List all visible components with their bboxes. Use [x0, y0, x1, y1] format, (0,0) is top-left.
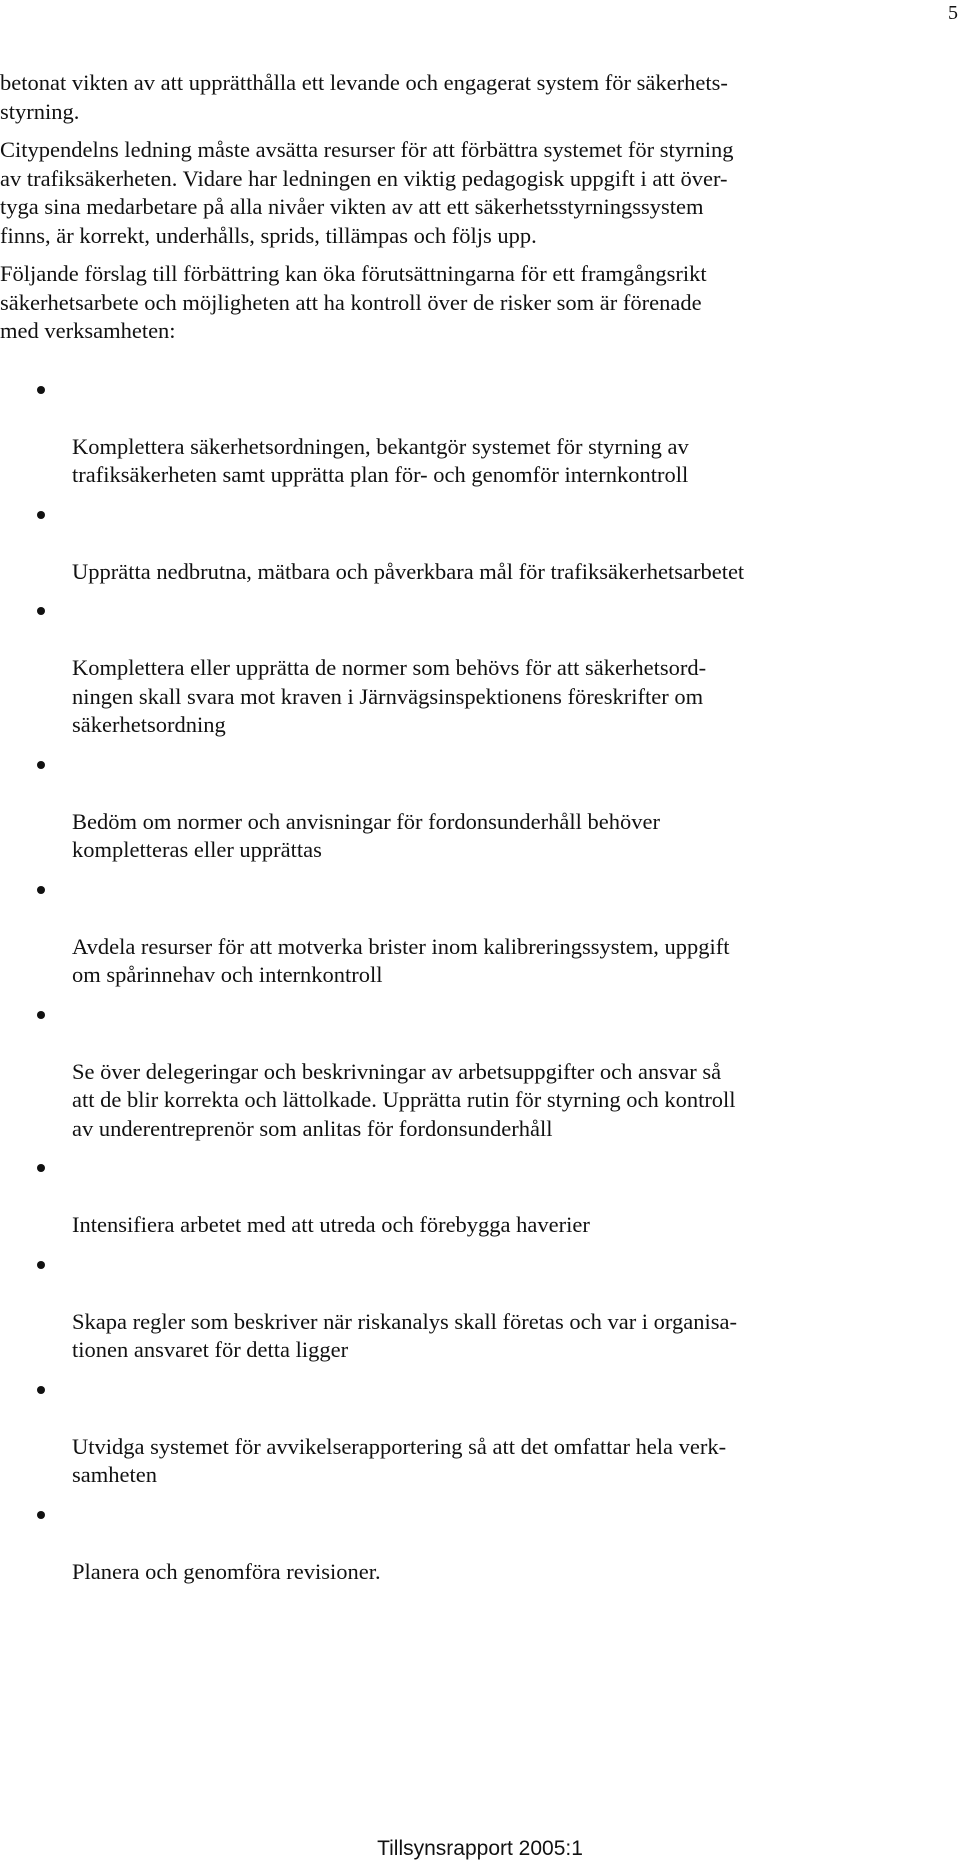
list-item [0, 1251, 940, 1365]
list-item [0, 376, 940, 490]
list-item-text: Avdela resurser för att motverka brister inom kalibreringssystem, uppgift om spårinnehav och internkontroll [72, 933, 730, 987]
list-item-text: Planera och genomföra revisioner. [72, 1558, 381, 1584]
bullet-icon [37, 1011, 45, 1019]
list-item [0, 876, 940, 990]
paragraph: Citypendelns ledning måste avsätta resurser för att förbättra systemet för styrning av trafiksäkerheten. Vidare har ledningen en viktig pedagogisk uppgift i att över- tyga sina medarbetare på alla nivåer vikten av att ett säkerhetsstyrningssystem finns, är korrekt, underhålls, sprids, tillämpas och följs upp. [0, 137, 734, 248]
list-item [0, 1154, 940, 1240]
list-item-text: Bedöm om normer och anvisningar för fordonsunderhåll behöver kompletteras eller upprättas [72, 808, 660, 862]
list-item-text: Komplettera eller upprätta de normer som behövs för att säkerhetsord- ningen skall svara mot kraven i Järnvägsinspektionens föreskrifter om säkerhetsordning [72, 655, 707, 737]
bullet-icon [37, 386, 45, 394]
bullet-icon [37, 761, 45, 769]
list-item [0, 751, 940, 865]
list-item [0, 597, 940, 740]
bullet-icon [37, 607, 45, 615]
list-item [0, 1376, 940, 1490]
bullet-icon [37, 1511, 45, 1519]
list-item-text: Se över delegeringar och beskrivningar av arbetsuppgifter och ansvar så att de blir korrekta och lättolkade. Upprätta rutin för styrning och kontroll av underentreprenör som anlitas för fordonsunderhåll [72, 1058, 736, 1141]
list-item-text: Skapa regler som beskriver när riskanalys skall företas och var i organisa- tionen ansvaret för detta ligger [72, 1308, 737, 1362]
paragraph: betonat vikten av att upprätthålla ett levande och engagerat system för säkerhets- styrning. [0, 70, 728, 124]
list-item [0, 501, 940, 587]
list-item-text: Utvidga systemet för avvikelserapportering så att det omfattar hela verk- samheten [72, 1433, 727, 1487]
bullet-icon [37, 1386, 45, 1394]
page-footer: Tillsynsrapport 2005:1 [377, 1837, 583, 1860]
list-item-text: Komplettera säkerhetsordningen, bekantgör systemet för styrning av trafiksäkerheten samt upprätta plan för- och genomför internkontroll [72, 433, 689, 487]
recommendation-list [0, 376, 940, 1587]
bullet-icon [37, 1261, 45, 1269]
list-item [0, 1001, 940, 1144]
paragraph: Följande förslag till förbättring kan öka förutsättningarna för ett framgångsrikt säkerhetsarbete och möjligheten att ha kontroll över de risker som är förenade med verksamheten: [0, 261, 707, 343]
list-item-text: Upprätta nedbrutna, mätbara och påverkbara mål för trafiksäkerhetsarbetet [72, 558, 745, 584]
bullet-icon [37, 886, 45, 894]
list-item-text: Intensifiera arbetet med att utreda och förebygga haverier [72, 1212, 590, 1237]
bullet-icon [37, 1164, 45, 1172]
bullet-icon [37, 511, 45, 519]
page-number: 5 [948, 2, 958, 24]
list-item [0, 1501, 940, 1587]
document-body [0, 69, 940, 1597]
